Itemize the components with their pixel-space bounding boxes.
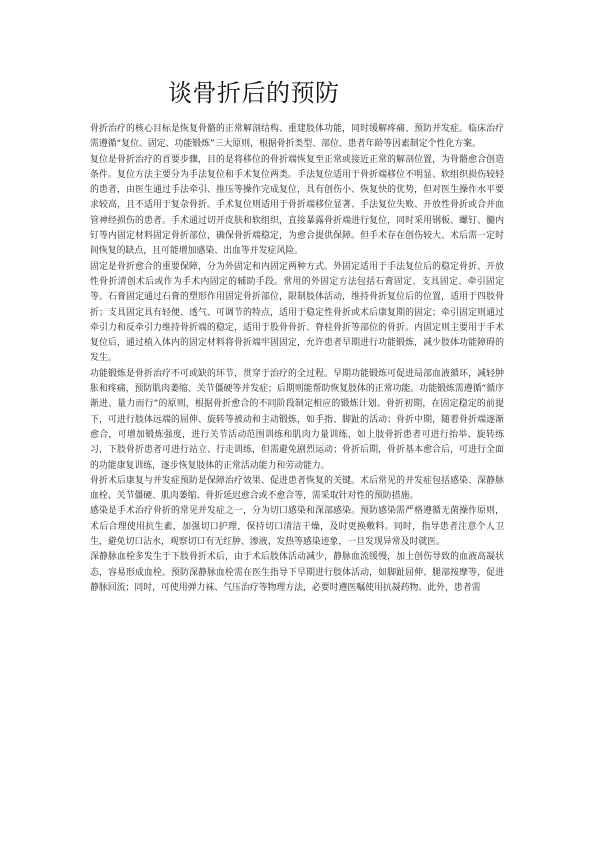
article-body (90, 122, 504, 596)
paragraph-treatment-goals: 骨折治疗的核心目标是恢复骨骼的正常解剖结构、重建肢体功能，同时缓解疼痛、预防并发症。临床治疗需遵循“复位、固定、功能锻炼”三大原则，根据骨折类型、部位、患者年龄等因素制定个性化方案。 (90, 124, 504, 150)
paragraph-dvt: 深静脉血栓多发生于下肢骨折术后，由于术后肢体活动减少，静脉血流缓慢，加上创伤导致的血液高凝状态，容易形成血栓。预防深静脉血栓需在医生指导下早期进行肢体活动，如脚趾屈伸、腿部按摩等，促进静脉回流；同时，可使用弹力袜、气压治疗等物理方法，必要时遵医嘱使用抗凝药物。此外，患者需 (90, 552, 504, 593)
paragraph-rehabilitation: 骨折术后康复与并发症预防是保障治疗效果、促进患者恢复的关键。术后常见的并发症包括感染、深静脉血栓、关节僵硬、肌肉萎缩、骨折延迟愈合或不愈合等，需采取针对性的预防措施。 (90, 475, 504, 502)
paragraph-infection: 感染是手术治疗骨折的常见并发症之一，分为切口感染和深部感染。预防感染需严格遵循无菌操作原则，术后合理使用抗生素，加强切口护理，保持切口清洁干燥，及时更换敷料。同时，指导患者注意个人卫生，避免切口沾水，观察切口有无红肿、渗液、发热等感染迹象，一旦发现异常及时就医。 (90, 506, 504, 548)
paragraph-functional-exercise: 功能锻炼是骨折治疗不可或缺的环节，贯穿于治疗的全过程。早期功能锻炼可促进局部血液循环，减轻肿胀和疼痛，预防肌肉萎缩、关节僵硬等并发症；后期则能帮助恢复肢体的正常功能。功能锻炼需遵循“循序渐进、量力而行”的原则，根据骨折愈合的不同阶段制定相应的锻炼计划。骨折初期，在固定稳定的前提下，可进行肢体远端的屈伸、旋转等被动和主动锻炼，如手指、脚趾的活动；骨折中期，随着骨折端逐渐愈合，可增加锻炼强度，进行关节活动范围训练和肌肉力量训练，如上肢骨折患者可进行抬举、旋转练习，下肢骨折患者可进行站立、行走训练，但需避免剧烈运动；骨折后期，骨折基本愈合后，可进行全面的功能康复训练，逐步恢复肢体的正常活动能力和劳动能力。 (90, 368, 504, 471)
paragraph-fixation: 固定是骨折愈合的重要保障，分为外固定和内固定两种方式。外固定适用于手法复位后的稳定骨折、开放性骨折清创术后或作为手术内固定的辅助手段。常用的外固定方法包括石膏固定、支具固定、牵引固定等。石膏固定通过石膏的塑形作用固定骨折部位，限制肢体活动，维持骨折复位后的位置，适用于四肢骨折；支具固定具有轻便、透气、可调节的特点，适用于稳定性骨折或术后康复期的固定；牵引固定则通过牵引力和反牵引力维持骨折端的稳定，适用于股骨骨折、脊柱骨折等部位的骨折。内固定则主要用于手术复位后，通过植入体内的固定材料将骨折端牢固固定，允许患者早期进行功能锻炼，减少肢体功能障碍的发生。 (90, 261, 504, 364)
paragraph-reduction: 复位是骨折治疗的首要步骤，目的是将移位的骨折端恢复至正常或接近正常的解剖位置，为骨骼愈合创造条件。复位方法主要分为手法复位和手术复位两类。手法复位适用于骨折端移位不明显、软组织损伤较轻的患者，由医生通过手法牵引、推压等操作完成复位，具有创伤小、恢复快的优势，但对医生操作水平要求较高，且不适用于复杂骨折。手术复位则适用于骨折端移位显著、手法复位失败、开放性骨折或合并血管神经损伤的患者。手术通过切开皮肤和软组织，直接暴露骨折端进行复位，同时采用钢板、螺钉、髓内钉等内固定材料固定骨折部位，确保骨折端稳定，为愈合提供保障。但手术存在创伤较大、术后需一定时间恢复的缺点，且可能增加感染、出血等并发症风险。 (90, 154, 504, 257)
page-title: 谈骨折后的预防 (168, 79, 340, 107)
